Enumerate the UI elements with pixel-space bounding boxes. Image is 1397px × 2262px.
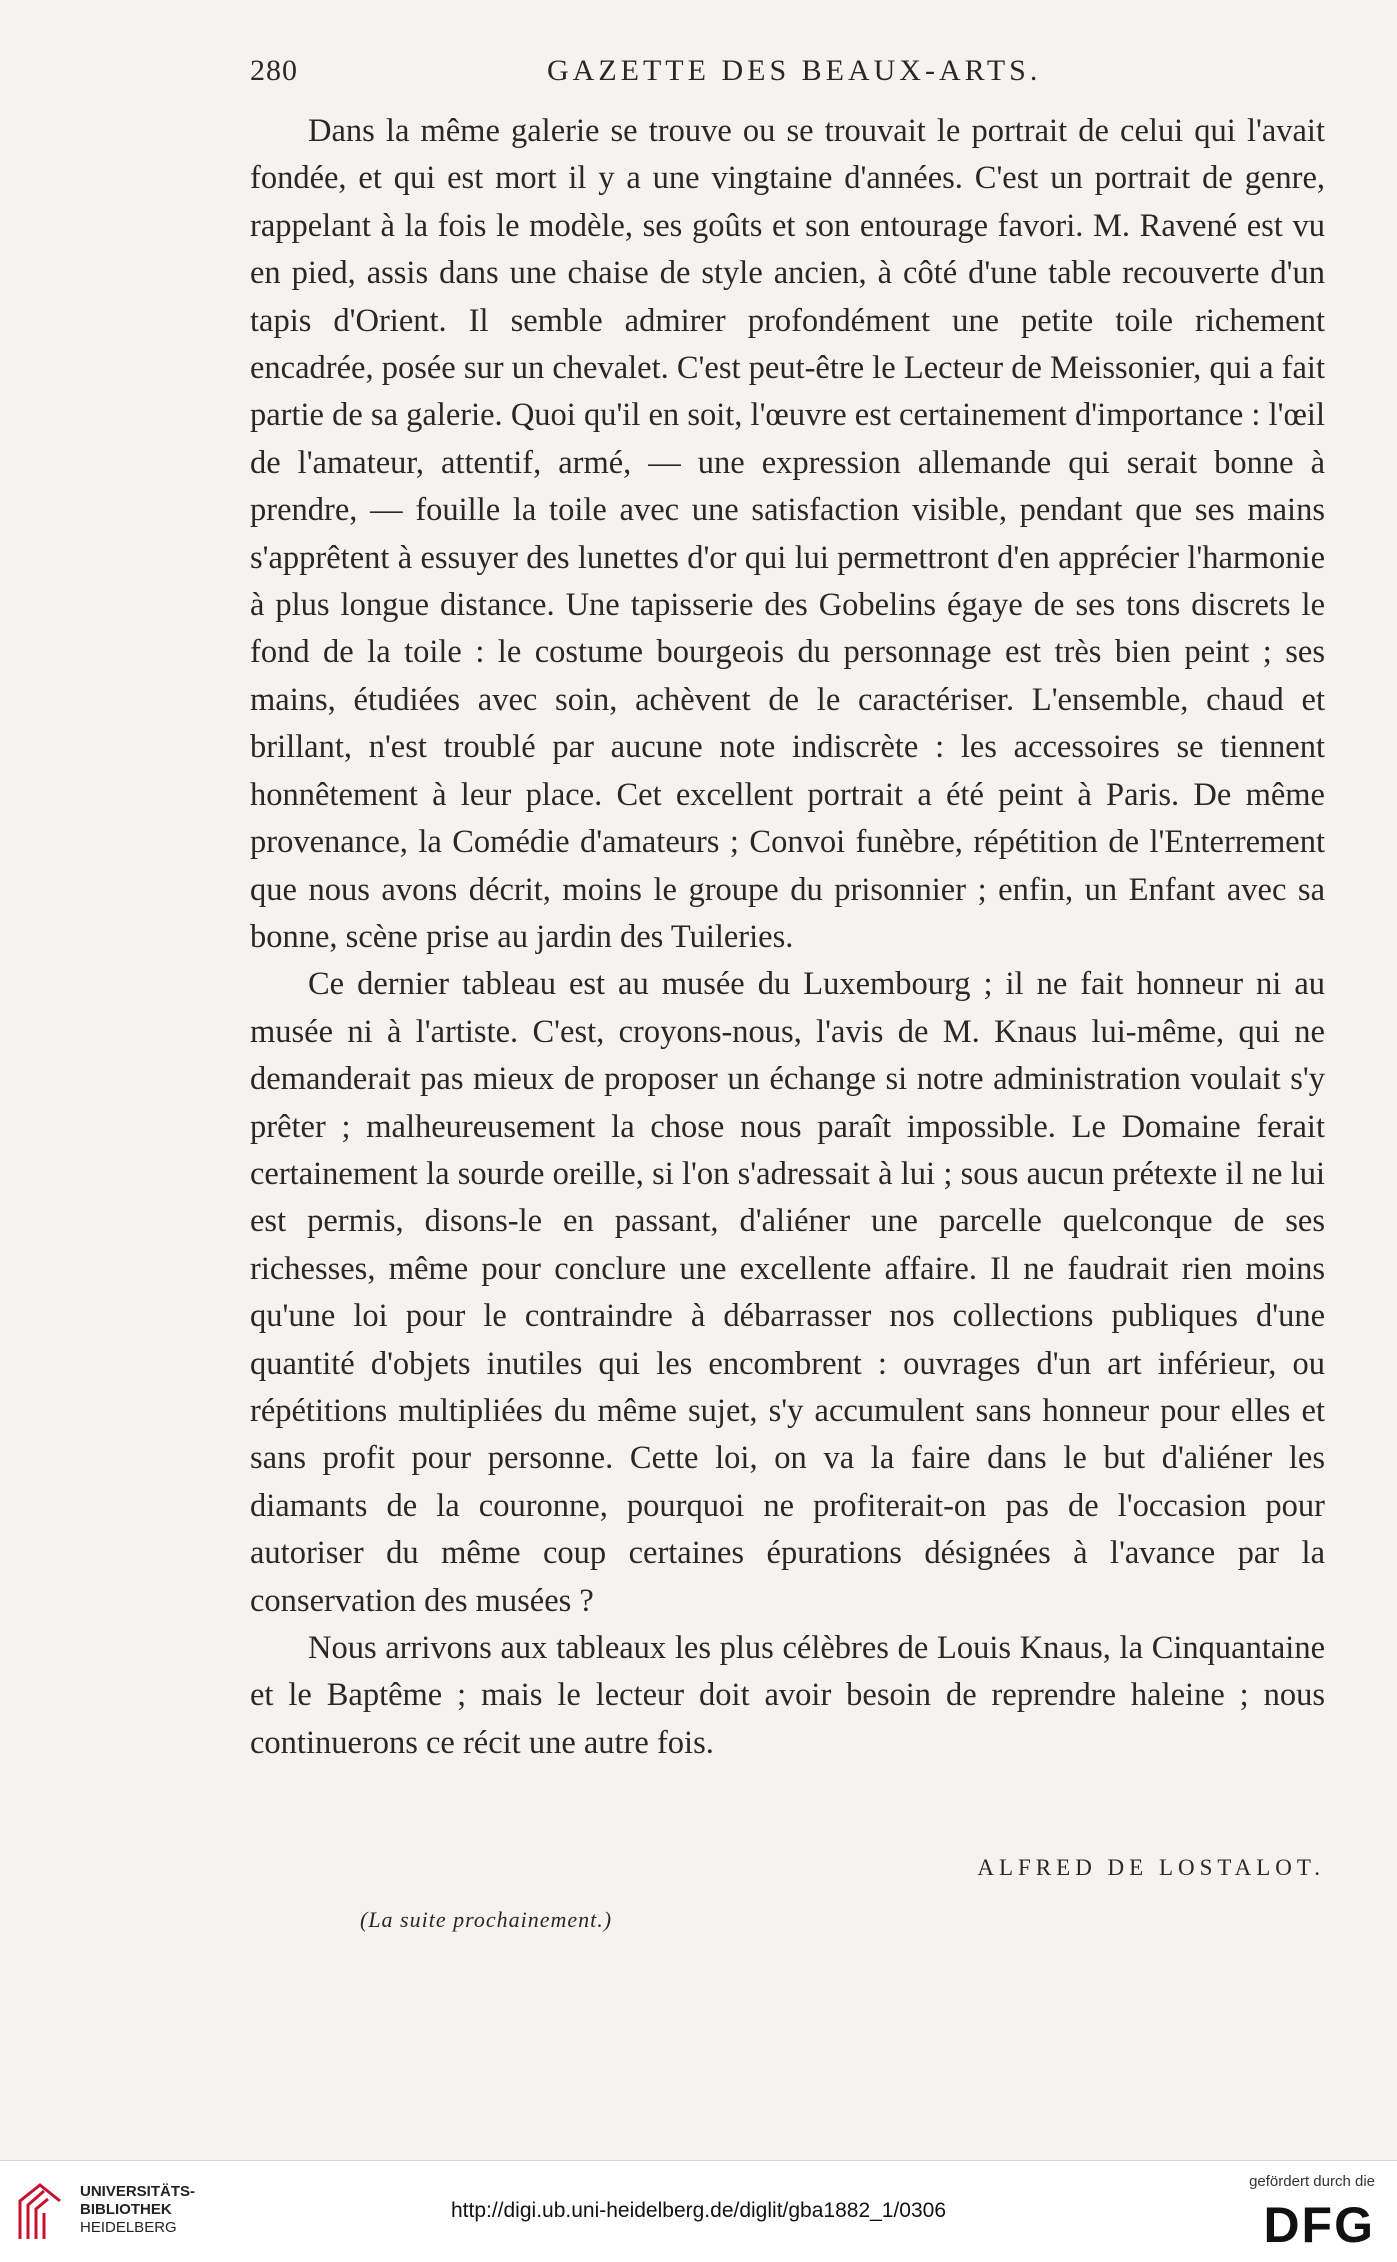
author-signature: ALFRED DE LOSTALOT. [977, 1855, 1325, 1880]
digitization-footer [0, 2160, 1397, 2262]
sponsor-label: gefördert durch die [1249, 2173, 1375, 2190]
paragraph-1: Dans la même galerie se trouve ou se trouvait le portrait de celui qui l'avait fondée, et qui est mort il y a une vingtaine d'années. C'est un portrait de genre, rappelant à la fois le modèle, ses goûts et son entourage favori. M. Ravené est vu en pied, assis dans une chaise de style ancien, à côté d'une table recouverte d'un tapis d'Orient. Il semble admirer profondément une petite toile richement encadrée, posée sur un chevalet. C'est peut-être le Lecteur de Meissonier, qui a fait partie de sa galerie. Quoi qu'il en soit, l'œuvre est certainement d'importance : l'œil de l'amateur, attentif, armé, — une expression allemande qui serait bonne à prendre, — fouille la toile avec une satisfaction visible, pendant que ses mains s'apprêtent à essuyer des lunettes d'or qui lui permettront d'en apprécier l'harmonie à plus longue distance. Une tapisserie des Gobelins égaye de ses tons discrets le fond de la toile : le costume bourgeois du personnage est très bien peint ; ses mains, étudiées avec soin, achèvent de le caractériser. L'ensemble, chaud et brillant, n'est troublé par aucune note indiscrète : les accessoires se tiennent honnêtement à leur place. Cet excellent portrait a été peint à Paris. De même provenance, la Comédie d'amateurs ; Convoi funèbre, répétition de l'Enterrement que nous avons décrit, moins le groupe du prisonnier ; enfin, un Enfant avec sa bonne, scène prise au jardin des Tuileries. [250, 113, 1325, 955]
source-url-link[interactable]: http://digi.ub.uni-heidelberg.de/diglit/gba1882_1/0306 [450, 2199, 947, 2222]
journal-title: GAZETTE DES BEAUX-ARTS. [547, 54, 1042, 87]
library-line-2: BIBLIOTHEK [80, 2201, 172, 2218]
continuation-note: (La suite prochainement.) [360, 1907, 613, 1932]
article-body [250, 108, 1325, 1767]
library-line-3: HEIDELBERG [80, 2219, 177, 2236]
paragraph-3: Nous arrivons aux tableaux les plus célèbres de Louis Knaus, la Cinquantaine et le Baptême ; mais le lecteur doit avoir besoin de reprendre haleine ; nous continuerons ce récit une autre fois. [250, 1630, 1325, 1761]
dfg-logo-icon: DFG [1263, 2197, 1375, 2253]
page-number: 280 [250, 54, 298, 87]
library-line-1: UNIVERSITÄTS- [80, 2183, 196, 2200]
paragraph-2: Ce dernier tableau est au musée du Luxembourg ; il ne fait honneur ni au musée ni à l'artiste. C'est, croyons-nous, l'avis de M. Knaus lui-même, qui ne demanderait pas mieux de proposer un échange si notre administration voulait s'y prêter ; malheureusement la chose nous paraît impossible. Le Domaine ferait certainement la sourde oreille, si l'on s'adressait à lui ; sous aucun prétexte il ne lui est permis, disons-le en passant, d'aliéner une parcelle quelconque de ses richesses, même pour conclure une excellente affaire. Il ne faudrait rien moins qu'une loi pour le contraindre à débarrasser nos collections publiques d'une quantité d'objets inutiles qui les encombrent : ouvrages d'un art inférieur, ou répétitions multipliées du même sujet, s'y accumulent sans honneur pour elles et sans profit pour personne. Cette loi, on va la faire dans le but d'aliéner les diamants de la couronne, pourquoi ne profiterait-on pas de l'occasion pour autoriser du même coup certaines épurations désignées à l'avance par la conservation des musées ? [250, 966, 1325, 1619]
running-header [250, 46, 1325, 96]
